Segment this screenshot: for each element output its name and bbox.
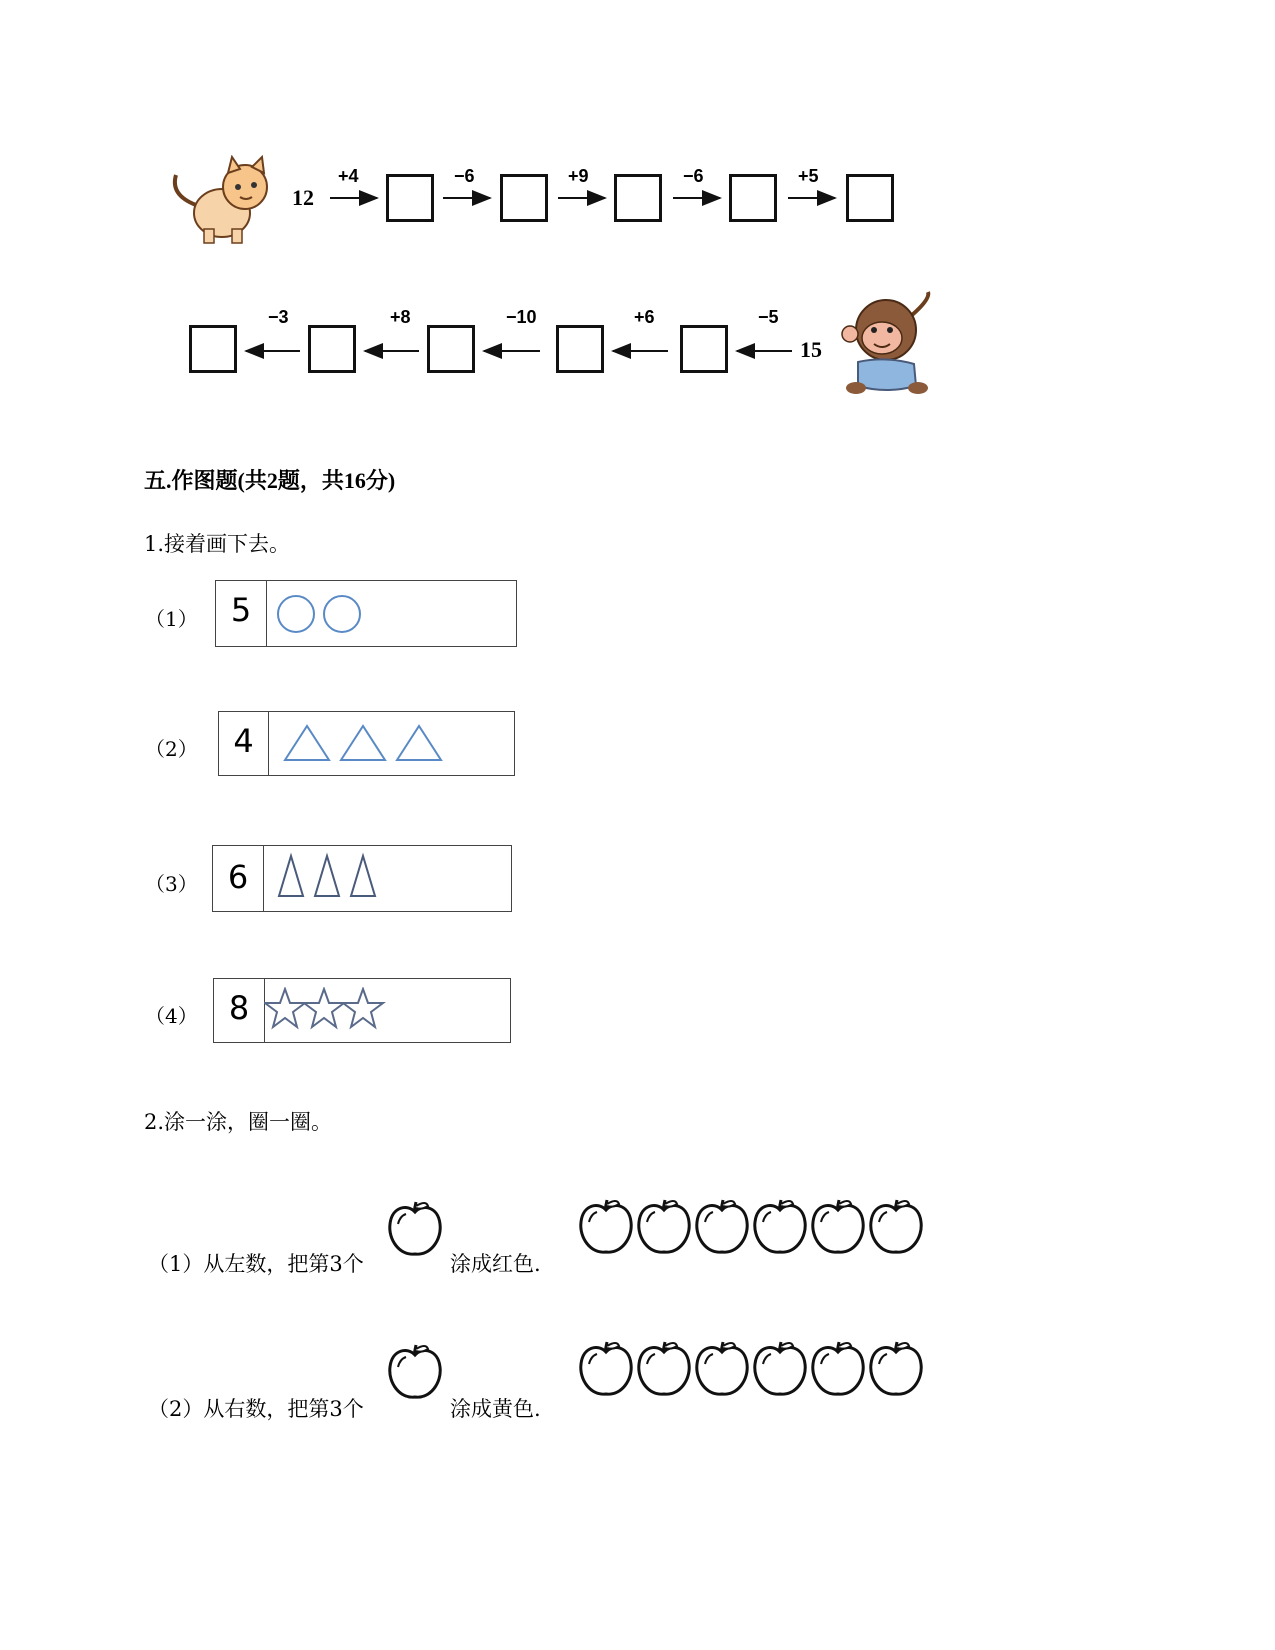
row-3-label: （3） (145, 872, 198, 896)
chain-1-start: 12 (292, 185, 314, 210)
apple-icon (386, 1343, 446, 1409)
apple-row-2 (577, 1336, 932, 1408)
row-3-digit: 6 (227, 858, 249, 896)
answer-box[interactable] (846, 174, 894, 222)
item-1-prefix: （1）从左数，把第3个 (148, 1252, 364, 1276)
drawing-box-2[interactable] (218, 711, 515, 776)
apple-icon[interactable] (693, 1198, 753, 1262)
tall-triangle-shapes (273, 852, 393, 902)
row-2-label: （2） (145, 737, 198, 761)
question-1-text: 1.接着画下去。 (144, 532, 291, 556)
answer-box[interactable] (386, 174, 434, 222)
question-2-text: 2.涂一涂，圈一圈。 (144, 1110, 333, 1134)
chain-2-op-5: −5 (758, 307, 779, 327)
item-1-suffix: 涂成红色. (450, 1252, 541, 1276)
answer-box[interactable] (500, 174, 548, 222)
monkey-illustration (836, 290, 938, 398)
drawing-box-4[interactable] (213, 978, 511, 1043)
apple-icon[interactable] (751, 1198, 811, 1262)
chain-1-op-1: +4 (338, 166, 359, 186)
drawing-box-3[interactable] (212, 845, 512, 912)
chain-1-op-4: −6 (683, 166, 704, 186)
apple-icon[interactable] (577, 1340, 637, 1404)
row-4-label: （4） (145, 1004, 198, 1028)
drawing-box-1[interactable] (215, 580, 517, 647)
chain-2-op-4: +6 (634, 307, 655, 327)
chain-2-start: 15 (800, 337, 822, 362)
chain-2-op-1: −3 (268, 307, 289, 327)
row-2-digit: 4 (233, 722, 254, 760)
apple-icon[interactable] (809, 1198, 869, 1262)
chain-2-op-2: +8 (390, 307, 411, 327)
apple-icon[interactable] (751, 1340, 811, 1404)
item-2-suffix: 涂成黄色. (450, 1397, 541, 1421)
apple-icon[interactable] (693, 1340, 753, 1404)
answer-box[interactable] (729, 174, 777, 222)
chain-1-op-3: +9 (568, 166, 589, 186)
chain-1-op-2: −6 (454, 166, 475, 186)
apple-icon[interactable] (809, 1340, 869, 1404)
apple-icon[interactable] (577, 1198, 637, 1262)
chain-1-op-5: +5 (798, 166, 819, 186)
apple-icon[interactable] (867, 1340, 927, 1404)
triangle-shapes (279, 720, 459, 766)
row-1-label: （1） (145, 607, 198, 631)
apple-icon (386, 1200, 446, 1266)
row-4-digit: 8 (228, 989, 250, 1027)
circle-shapes (274, 591, 394, 637)
apple-icon[interactable] (635, 1340, 695, 1404)
apple-row-1 (577, 1194, 932, 1266)
answer-box[interactable] (614, 174, 662, 222)
section-title: 五.作图题(共2题，共16分) (144, 468, 396, 493)
item-2-prefix: （2）从右数，把第3个 (148, 1397, 364, 1421)
chain-2-op-3: −10 (506, 307, 537, 327)
apple-icon[interactable] (635, 1198, 695, 1262)
row-1-digit: 5 (230, 591, 252, 629)
apple-icon[interactable] (867, 1198, 927, 1262)
chain-2-arrows (0, 260, 1275, 420)
star-shapes (264, 987, 394, 1035)
